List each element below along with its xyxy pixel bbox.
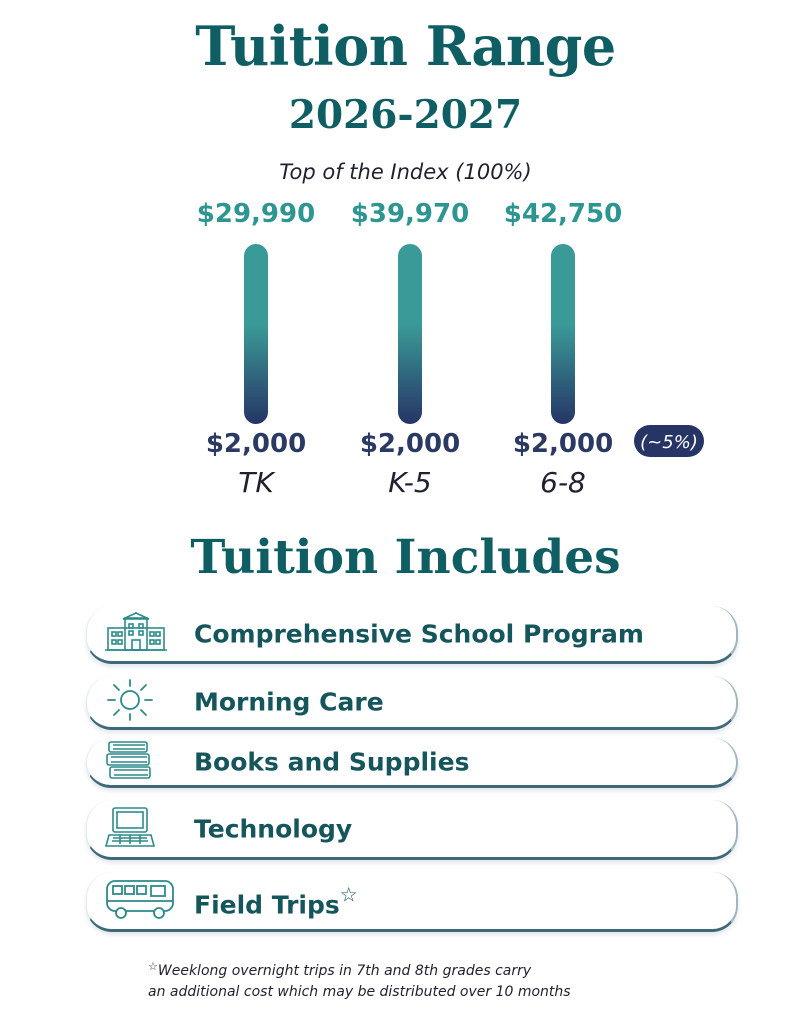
range-bar [398,244,422,424]
page-title: Tuition Range [195,14,616,78]
index-top-note: Top of the Index (100%) [279,160,532,184]
low-value-label: $2,000 [512,429,614,459]
includes-title: Tuition Includes [190,530,621,585]
school-building-icon [105,612,167,656]
category-label: K-5 [388,466,432,499]
sun-icon [105,678,155,726]
bottom-percent-text: (~5%) [640,432,698,453]
include-item-label [194,882,358,919]
footnote [148,956,708,1003]
include-item-label: Books and Supplies [194,747,470,776]
high-value-label: $42,750 [503,199,623,229]
year-subtitle: 2026-2027 [288,92,523,138]
footnote-line-1: Weeklong overnight trips in 7th and 8th grades carry [157,963,532,979]
footnote-star-mark: ☆ [339,882,358,906]
include-item-school-program [86,606,738,664]
include-item-label: Comprehensive School Program [194,619,644,648]
high-value-label: $29,990 [196,199,316,229]
bus-icon [105,877,177,925]
footnote-line-2: an additional cost which may be distributed over 10 months [148,984,571,1000]
high-value-label: $39,970 [350,199,470,229]
category-label: TK [238,466,274,499]
book-stack-icon [105,738,155,786]
include-item-label: Technology [194,814,353,843]
include-item-books-supplies [86,738,738,788]
low-value-label: $2,000 [205,429,307,459]
include-item-technology [86,800,738,860]
tuition-range-chart [0,190,811,510]
footnote-star: ☆ [148,960,158,973]
range-bar [244,244,268,424]
include-item-label: Morning Care [194,687,384,716]
range-bar [551,244,575,424]
include-item-morning-care [86,676,738,730]
low-value-label: $2,000 [359,429,461,459]
category-label: 6-8 [540,466,586,499]
include-item-field-trips [86,872,738,932]
field-trips-label: Field Trips [194,890,340,919]
laptop-icon [105,805,155,853]
